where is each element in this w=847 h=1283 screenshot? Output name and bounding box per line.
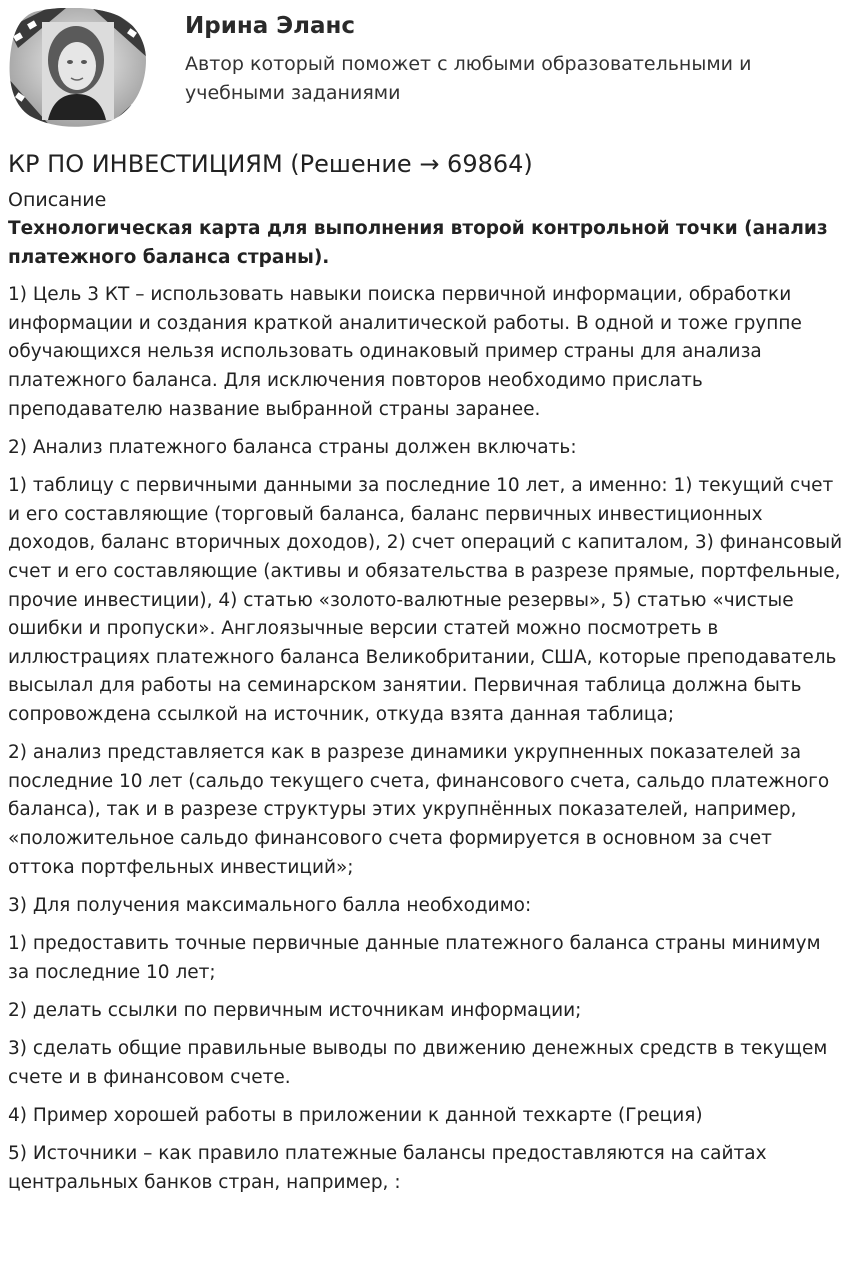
author-avatar (8, 8, 150, 128)
author-description: Автор который поможет с любыми образовательными и учебными заданиями (185, 53, 752, 104)
paragraph-sources: 5) Источники – как правило платежные балансы предоставляются на сайтах центральных банков стран, например, : (8, 1143, 767, 1193)
paragraph-analysis-intro: 2) Анализ платежного баланса страны должен включать: (8, 436, 577, 458)
lead-paragraph: Технологическая карта для выполнения второй контрольной точки (анализ платежного баланса страны). (8, 218, 828, 268)
author-header (0, 0, 847, 135)
paragraph-max-score-intro: 3) Для получения максимального балла необходимо: (8, 894, 532, 916)
author-name: Ирина Эланс (185, 13, 356, 39)
document-content (8, 148, 844, 1207)
paragraph-source-links: 2) делать ссылки по первичным источникам информации; (8, 999, 582, 1021)
paragraph-table-requirements: 1) таблицу с первичными данными за последние 10 лет, а именно: 1) текущий счет и его составляющие (торговый баланса, баланс первичных инвестиционных доходов, баланс вторичных доходов), 2) счет операций с капиталом, 3) финансовый счет и его составляющие (активы и обязательства в разрезе прямые, портфельные, прочие инвестиции), 4) статью «золото-валютные резервы», 5) статью «чистые ошибки и пропуски». Англоязычные версии статей можно посмотреть в иллюстрациях платежного баланса Великобритании, США, которые преподаватель высылал для работы на семинарском занятии. Первичная таблица должна быть сопровождена ссылкой на источник, откуда взята данная таблица; (8, 475, 843, 725)
paragraph-goal: 1) Цель 3 КТ – использовать навыки поиска первичной информации, обработки информации и создания краткой аналитической работы. В одной и тоже группе обучающихся нельзя использовать одинаковый пример страны для анализа платежного баланса. Для исключения повторов необходимо прислать преподавателю название выбранной страны заранее. (8, 284, 802, 420)
paragraph-conclusions: 3) сделать общие правильные выводы по движению денежных средств в текущем счете и в финансовом счете. (8, 1038, 828, 1088)
paragraph-example: 4) Пример хорошей работы в приложении к данной техкарте (Греция) (8, 1105, 703, 1127)
paragraph-accurate-data: 1) предоставить точные первичные данные платежного баланса страны минимум за последние 10 лет; (8, 933, 821, 983)
paragraph-analysis-dynamics: 2) анализ представляется как в разрезе динамики укрупненных показателей за последние 10 лет (сальдо текущего счета, финансового счета, сальдо платежного баланса), так и в разрезе структуры этих укрупнённых показателей, например, «положительное сальдо финансового счета формируется в основном за счет оттока портфельных инвестиций»; (8, 742, 830, 878)
section-label: Описание (8, 189, 107, 211)
document-title: КР ПО ИНВЕСТИЦИЯМ (Решение → 69864) (8, 150, 533, 178)
